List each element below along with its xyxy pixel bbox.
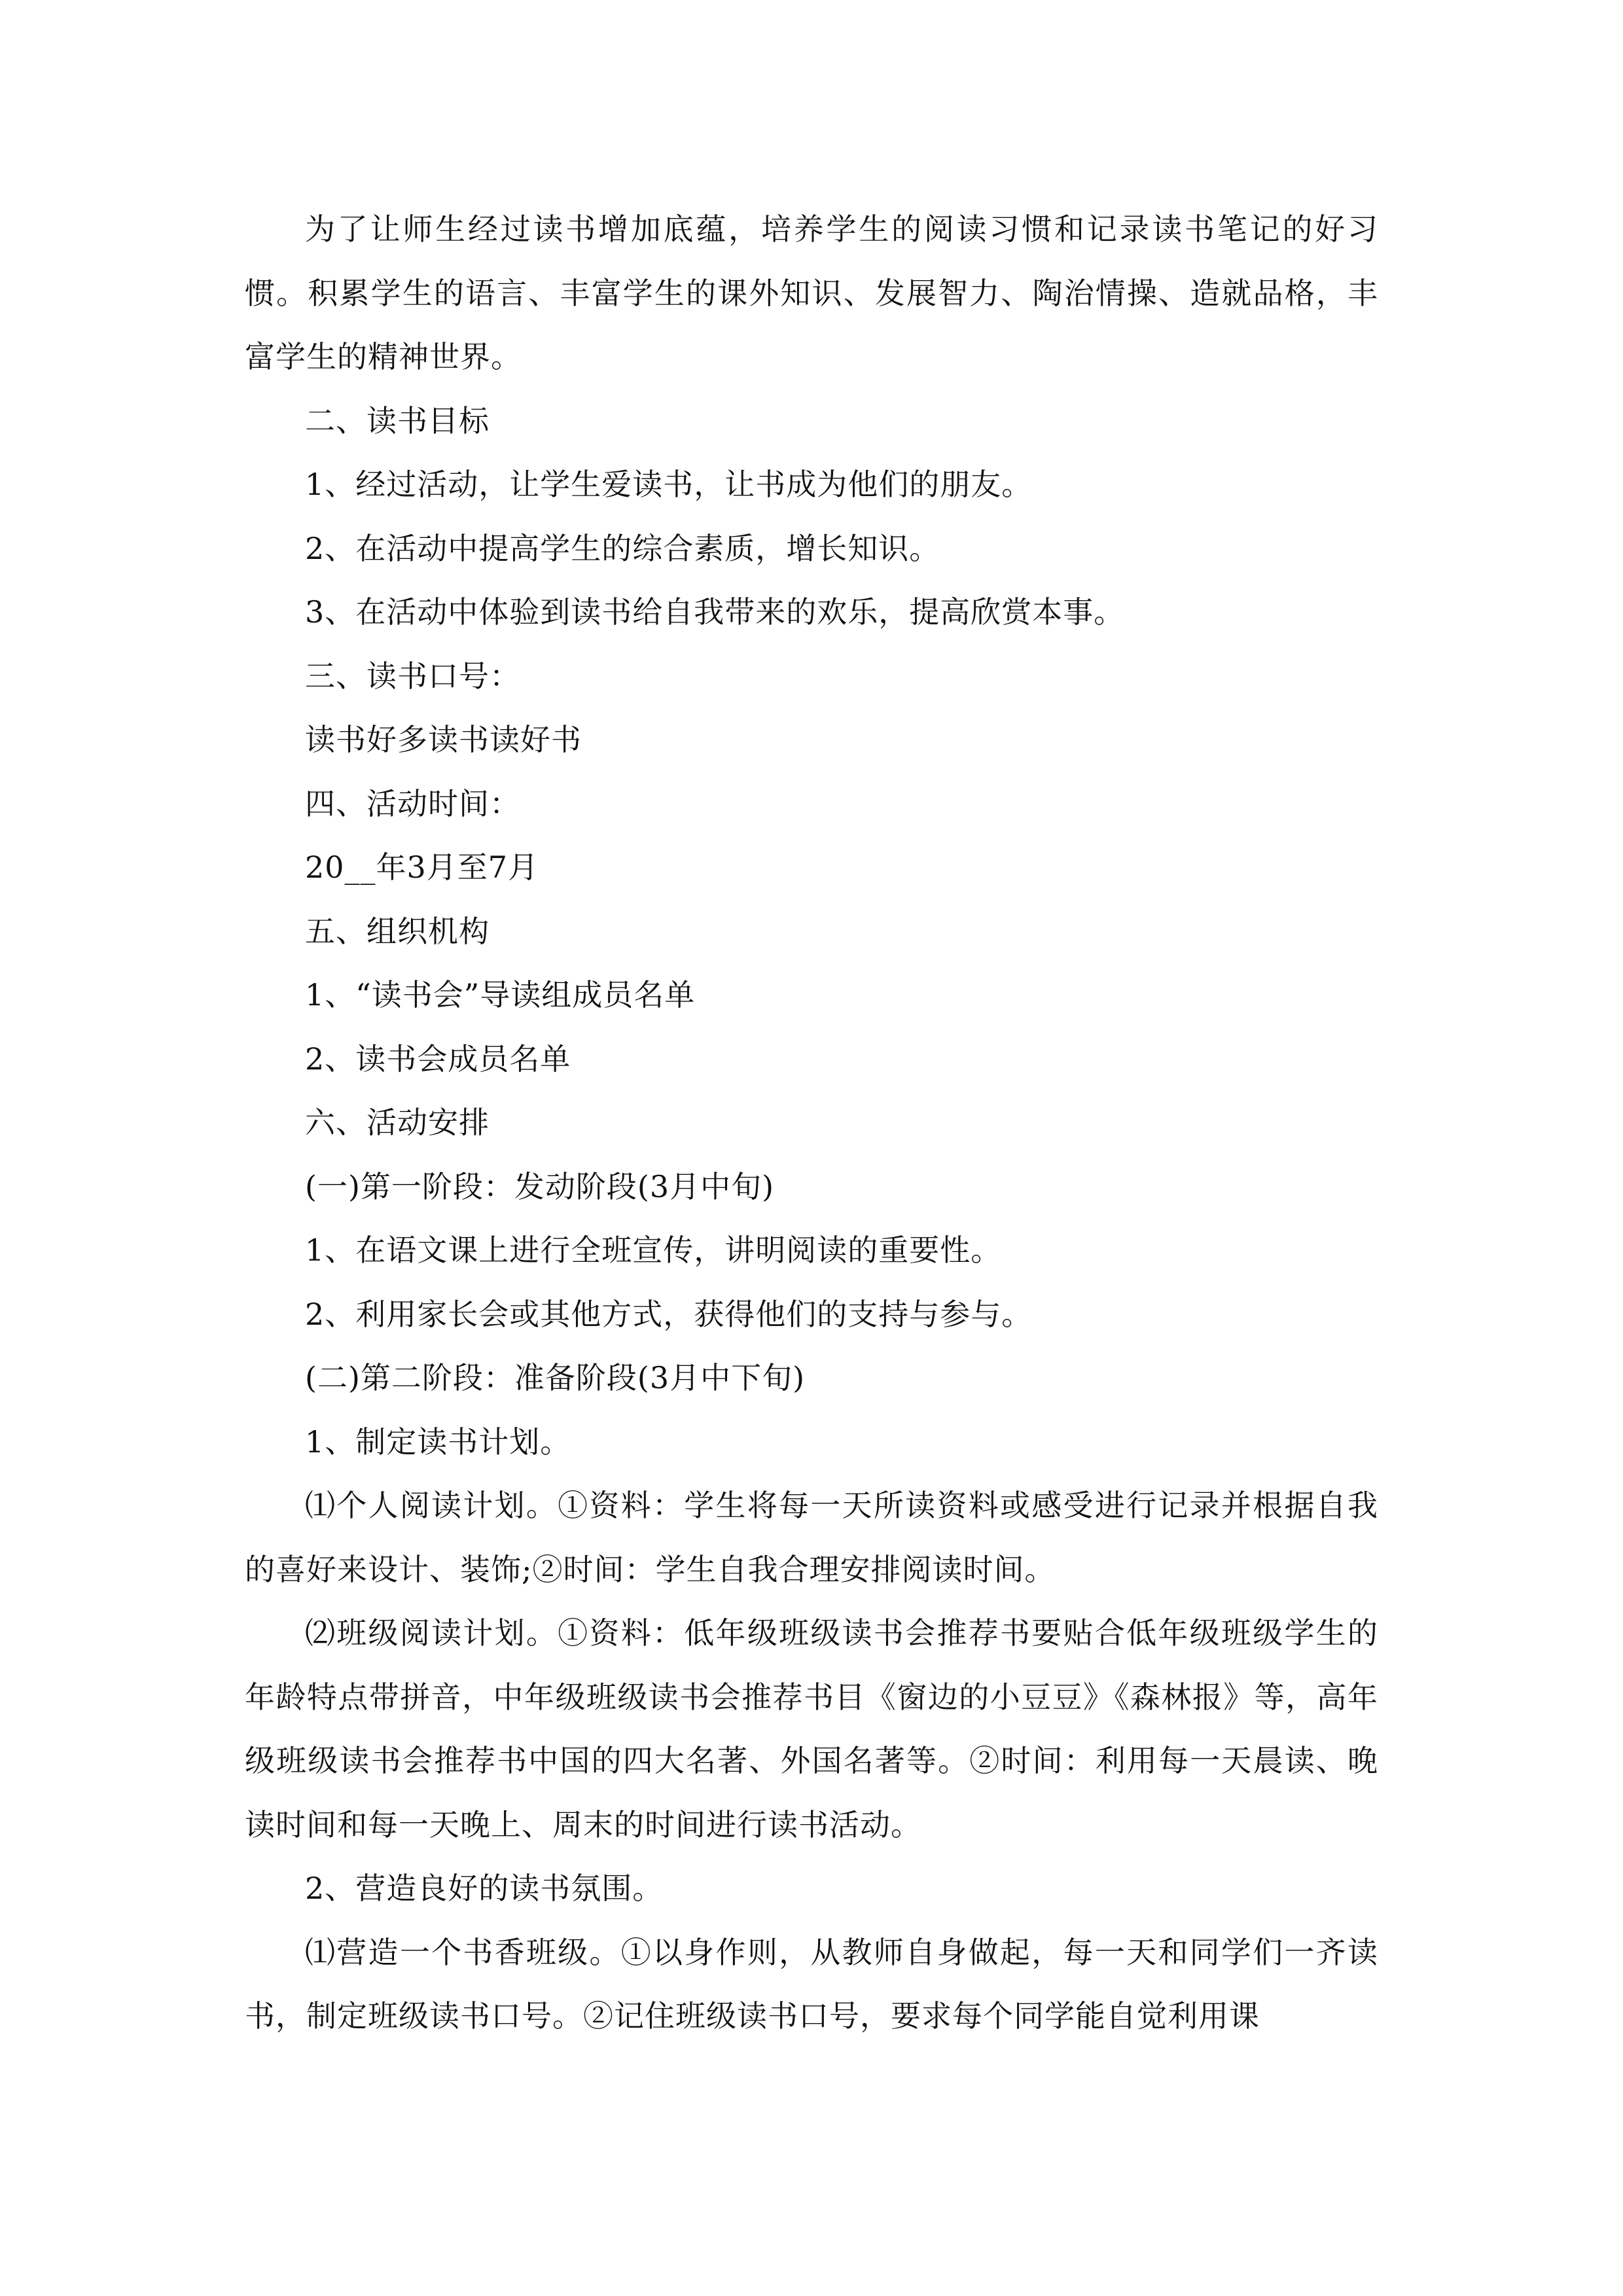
stage-2-item-2: 2、营造良好的读书氛围。 <box>305 1871 664 1906</box>
heading-reading-slogan: 三、读书口号： <box>305 658 520 694</box>
heading-activity-arrangement: 六、活动安排 <box>305 1105 490 1140</box>
organization-item-2: 2、读书会成员名单 <box>305 1041 571 1077</box>
slogan-text: 读书好多读书读好书 <box>305 722 582 757</box>
paragraph-purpose: 为了让师生经过读书增加底蕴，培养学生的阅读习惯和记录读书笔记的好习惯。积累学生的语言、丰富学生的课外知识、发展智力、陶治情操、造就品格，丰富学生的精神世界。 <box>245 211 1378 374</box>
goal-item-1: 1、经过活动，让学生爱读书，让书成为他们的朋友。 <box>305 467 1033 502</box>
heading-reading-goals: 二、读书目标 <box>305 403 490 439</box>
heading-organization: 五、组织机构 <box>305 913 490 949</box>
stage-2-item-1: 1、制定读书计划。 <box>305 1424 571 1460</box>
personal-reading-plan: ⑴个人阅读计划。①资料：学生将每一天所读资料或感受进行记录并根据自我的喜好来设计、装饰;②时间：学生自我合理安排阅读时间。 <box>245 1488 1378 1587</box>
book-fragrant-class: ⑴营造一个书香班级。①以身作则，从教师自身做起，每一天和同学们一齐读书，制定班级读书口号。②记住班级读书口号，要求每个同学能自觉利用课 <box>245 1934 1378 2034</box>
stage-1-item-1: 1、在语文课上进行全班宣传，讲明阅读的重要性。 <box>305 1232 1002 1268</box>
stage-1-item-2: 2、利用家长会或其他方式，获得他们的支持与参与。 <box>305 1296 1033 1332</box>
heading-activity-time: 四、活动时间： <box>305 785 520 821</box>
goal-item-3: 3、在活动中体验到读书给自我带来的欢乐，提高欣赏本事。 <box>305 594 1125 630</box>
stage-1-heading: (一)第一阶段：发动阶段(3月中旬) <box>305 1168 775 1204</box>
document-body <box>245 198 1378 2049</box>
goal-item-2: 2、在活动中提高学生的综合素质，增长知识。 <box>305 530 940 566</box>
organization-item-1: 1、“读书会”导读组成员名单 <box>305 977 696 1013</box>
class-reading-plan: ⑵班级阅读计划。①资料：低年级班级读书会推荐书要贴合低年级班级学生的年龄特点带拼音，中年级班级读书会推荐书目《窗边的小豆豆》《森林报》等，高年级班级读书会推荐书中国的四大名著、外国名著等。②时间：利用每一天晨读、晚读时间和每一天晚上、周末的时间进行读书活动。 <box>245 1615 1378 1842</box>
stage-2-heading: (二)第二阶段：准备阶段(3月中下旬) <box>305 1360 806 1395</box>
activity-time-text: 20__年3月至7月 <box>305 850 539 885</box>
